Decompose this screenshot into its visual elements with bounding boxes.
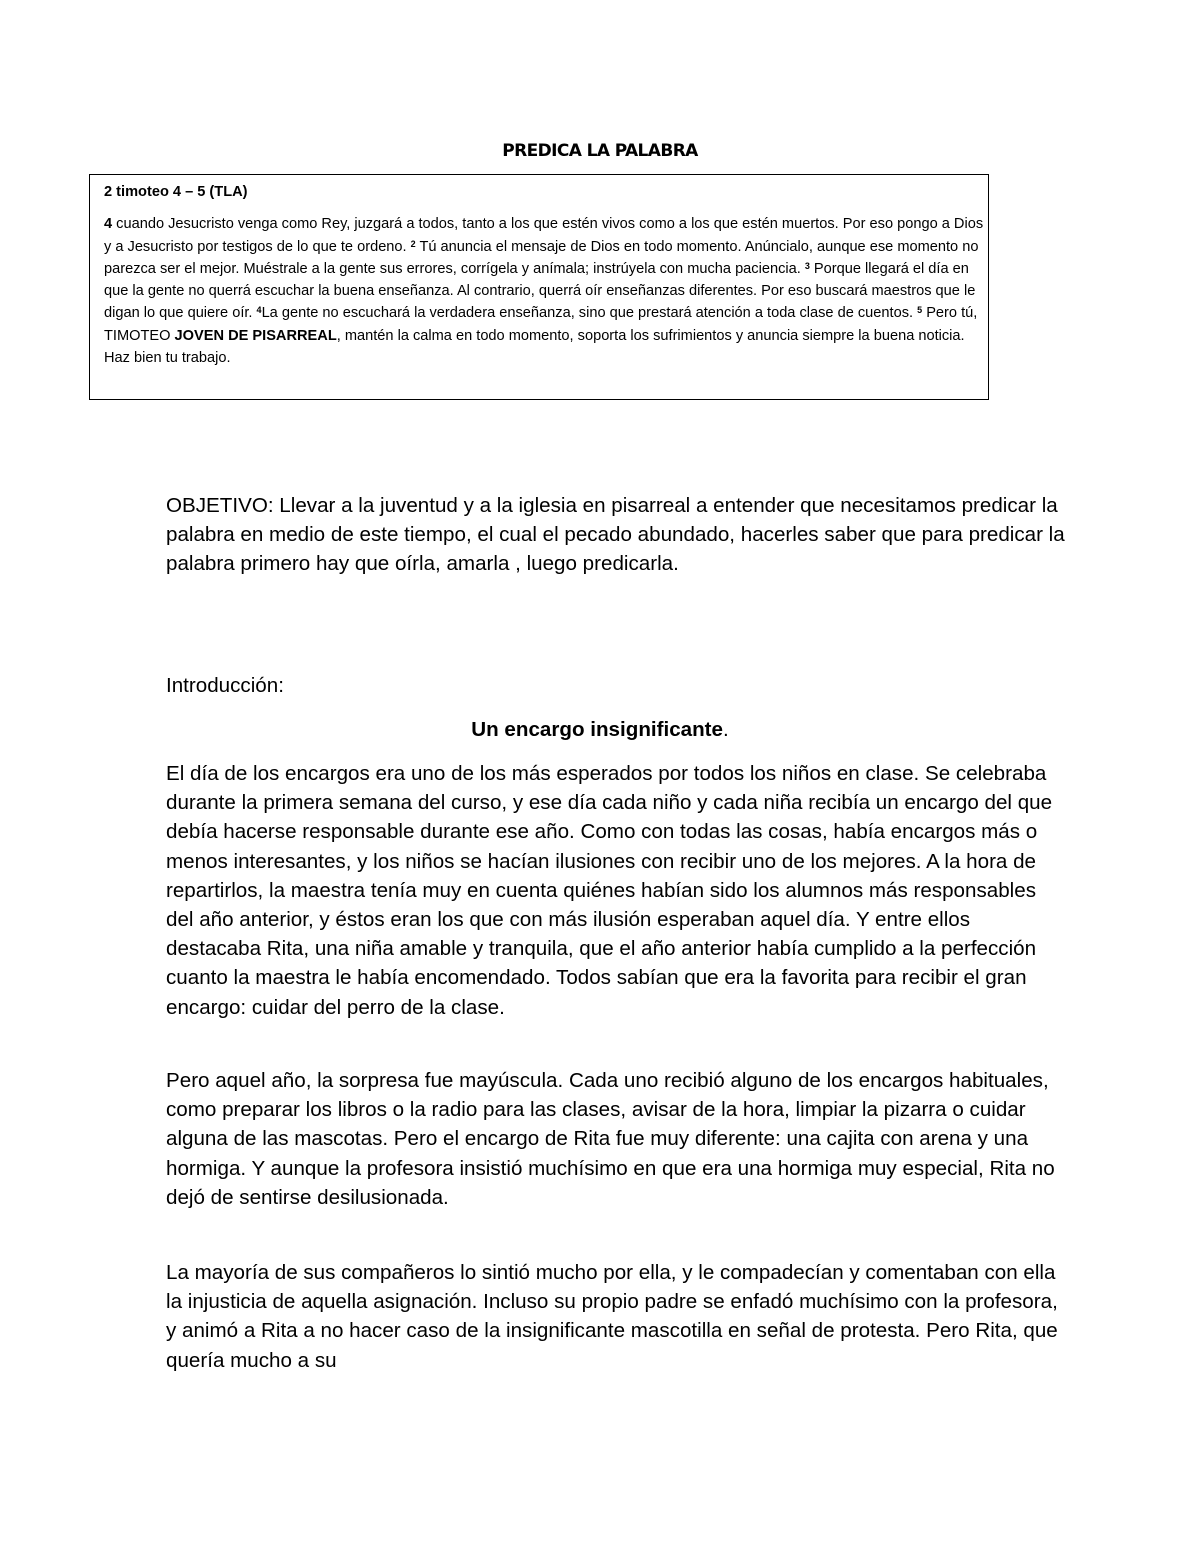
verse-number: 2: [410, 238, 416, 249]
verse-text: cuando Jesucristo venga como Rey, juzgará a todos, tanto a los que estén vivos como a los que estén muertos. Por eso pongo a Dios y a Jesucristo por testigos de lo que te ordeno.: [104, 216, 984, 255]
verse-text: Porque llegará el día en que la gente no querrá escuchar la buena enseñanza. Al contrario, querrá oír enseñanzas diferentes. Por eso buscará maestros que le digan lo que quiere oír.: [104, 260, 976, 322]
page-title: PREDICA LA PALABRA: [502, 141, 698, 161]
verse-text: , mantén la calma en todo momento, soporta los sufrimientos y anuncia siempre la buena noticia. Haz bien tu trabajo.: [104, 327, 965, 367]
story-paragraph: Pero aquel año, la sorpresa fue mayúscula. Cada uno recibió alguno de los encargos habituales, como preparar los libros o la radio para las clases, avisar de la hora, limpiar la pizarra o cuidar alguna de las mascotas. Pero el encargo de Rita fue muy diferente: una cajita con arena y una hormiga. Y aunque la profesora insistió muchísimo en que era una hormiga muy especial, Rita no dejó de sentirse desilusionada.: [166, 1069, 1055, 1209]
story-title: [0, 715, 1200, 744]
story-title-suffix: .: [723, 718, 729, 741]
verse-number: 4: [104, 216, 113, 233]
story-title-text: Un encargo insignificante: [471, 718, 723, 741]
verse-text: Tú anuncia el mensaje de Dios en todo momento. Anúncialo, aunque ese momento no parezca ser el mejor. Muéstrale a la gente sus errores, corrígela y anímala; instrúyela con mucha paciencia.: [104, 238, 979, 277]
scripture-text: [104, 213, 988, 369]
story-paragraph: La mayoría de sus compañeros lo sintió mucho por ella, y le compadecían y comentaban con ella la injusticia de aquella asignación. Incluso su propio padre se enfadó muchísimo con la profesora, y animó a Rita a no hacer caso de la insignificante mascotilla en señal de protesta. Pero Rita, que quería mucho a su: [166, 1261, 1058, 1372]
scripture-box: [89, 174, 989, 400]
verse-number: 3: [804, 260, 810, 271]
story-paragraph: El día de los encargos era uno de los más esperados por todos los niños en clase. Se celebraba durante la primera semana del curso, y ese día cada niño y cada niña recibía un encargo del que debía hacerse responsable durante ese año. Como con todas las cosas, había encargos más o menos interesantes, y los niños se hacían ilusiones con recibir uno de los mejores. A la hora de repartirlos, la maestra tenía muy en cuenta quiénes habían sido los alumnos más responsables del año anterior, y éstos eran los que con más ilusión esperaban aquel día. Y entre ellos destacaba Rita, una niña amable y tranquila, que el año anterior había cumplido a la perfección cuanto la maestra le había encomendado. Todos sabían que era la favorita para recibir el gran encargo: cuidar del perro de la clase.: [166, 762, 1053, 1019]
verse-number: 4: [256, 305, 262, 316]
objective-paragraph: OBJETIVO: Llevar a la juventud y a la iglesia en pisarreal a entender que necesitamos predicar la palabra en medio de este tiempo, el cual el pecado abundado, hacerles saber que para predicar la palabra primero hay que oírla, amarla , luego predicarla.: [166, 494, 1065, 576]
introduction-label: Introducción:: [166, 674, 284, 697]
highlighted-text: JOVEN DE PISARREAL: [174, 327, 337, 344]
scripture-reference: 2 timoteo 4 – 5 (TLA): [104, 184, 248, 200]
verse-text: La gente no escuchará la verdadera enseñanza, sino que prestará atención a toda clase de cuentos.: [261, 305, 918, 322]
verse-text: Pero tú, TIMOTEO: [104, 305, 978, 344]
verse-number: 5: [917, 305, 923, 316]
